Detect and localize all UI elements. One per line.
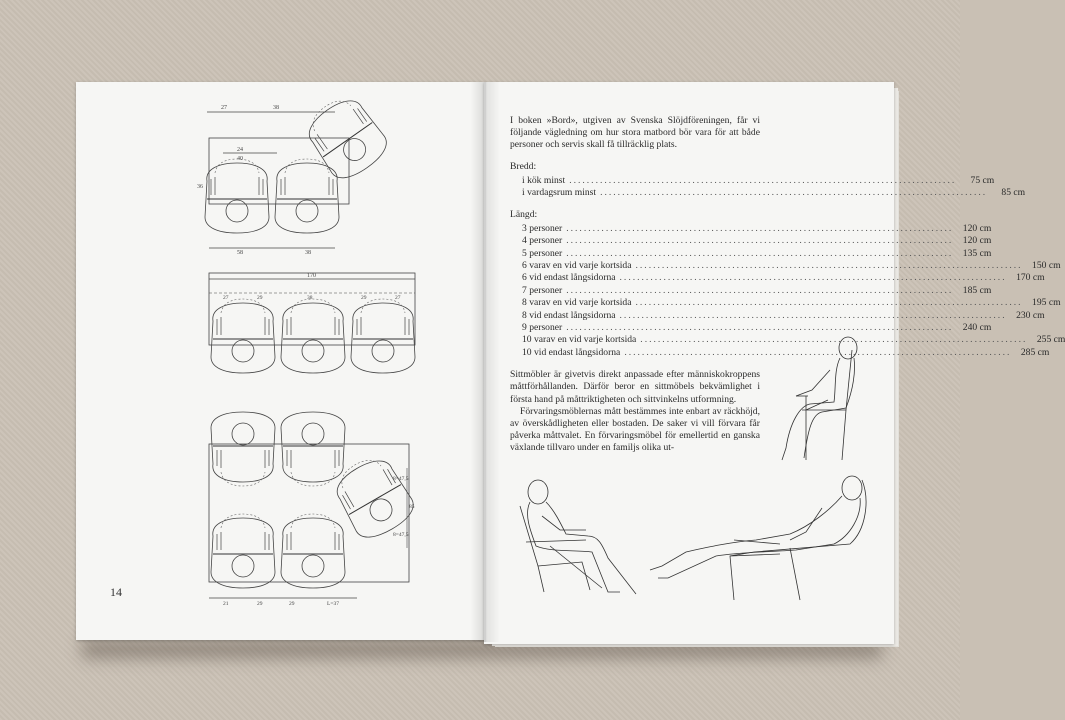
list-item: 4 personer ..... 120 cm <box>510 235 760 247</box>
svg-text:58: 58 <box>237 250 243 256</box>
svg-text:36: 36 <box>197 184 203 190</box>
svg-text:8=47,5: 8=47,5 <box>393 532 409 538</box>
svg-text:29: 29 <box>257 601 263 607</box>
svg-text:29: 29 <box>257 295 263 301</box>
list-item: 8 vid endast långsidorna ..... 230 cm <box>510 310 760 322</box>
svg-text:8=47,5: 8=47,5 <box>393 476 409 482</box>
dot-leader <box>569 175 956 187</box>
svg-text:170: 170 <box>307 273 316 279</box>
list-item: 6 vid endast långsidorna ..... 170 cm <box>510 272 760 284</box>
length-heading: Längd: <box>510 208 538 220</box>
page-number: 14 <box>110 585 122 599</box>
svg-text:85: 85 <box>409 504 415 510</box>
figure-armchair <box>520 480 636 594</box>
svg-text:27: 27 <box>223 295 229 301</box>
svg-text:38: 38 <box>305 250 311 256</box>
list-item: i kök minst ..... 75 cm <box>510 175 760 187</box>
list-item: 8 varav en vid varje kortsida ..... 195 cm <box>510 297 760 309</box>
seated-figures-illustration <box>490 330 870 610</box>
paragraph-seating: Sittmöbler är givetvis direkt anpassade efter människokroppens måttförhållanden. Därför beror en sittmöbels bekvämlighet i första hand på måttriktigheten och sittvinkelns utformning. <box>510 369 760 405</box>
svg-text:29: 29 <box>289 601 295 607</box>
list-item: 6 varav en vid varje kortsida ..... 150 cm <box>510 260 760 272</box>
table-seating-diagrams <box>185 98 415 607</box>
dot-leader <box>600 187 987 199</box>
diagram-row-seats <box>209 273 415 373</box>
svg-text:38: 38 <box>273 105 279 111</box>
diagram-six-seats <box>209 412 420 607</box>
list-item: 10 varav en vid varje kortsida ..... 255 cm <box>510 334 760 346</box>
list-item: 9 personer ..... 240 cm <box>510 322 760 334</box>
svg-text:21: 21 <box>223 601 229 607</box>
svg-text:29: 29 <box>361 295 367 301</box>
svg-text:38: 38 <box>307 295 313 301</box>
list-item: 7 personer ..... 185 cm <box>510 285 760 297</box>
svg-text:27: 27 <box>221 105 227 111</box>
paragraph-storage: Förvaringsmöblernas mått bestämmes inte enbart av räckhöjd, av överskådligheten eller bostaden. De saker vi vill förvara får påverka måttvalet. En förvaringsmöbel för emellertid en ganska växlande tillvaro under en familjs olika ut- <box>510 405 760 454</box>
figure-lounge-chair <box>650 476 866 600</box>
diagram-four-seats <box>197 89 393 256</box>
width-heading: Bredd: <box>510 160 537 172</box>
list-item: 10 vid endast långsidorna ..... 285 cm <box>510 347 760 359</box>
list-item: i vardagsrum minst ..... 85 cm <box>510 187 760 199</box>
svg-text:40: 40 <box>237 156 243 162</box>
list-item: 3 personer ..... 120 cm <box>510 223 760 235</box>
figure-upright-chair <box>782 337 857 460</box>
svg-text:L=37: L=37 <box>327 601 339 607</box>
svg-text:24: 24 <box>237 147 243 153</box>
width-list <box>510 174 1026 200</box>
list-item: 5 personer ..... 135 cm <box>510 248 760 260</box>
intro-paragraph: I boken »Bord», utgiven av Svenska Slöjdföreningen, får vi följande vägledning om hur stora matbord bör vara för att både personer och servis skall få tillräcklig plats. <box>510 115 760 151</box>
svg-text:27: 27 <box>395 295 401 301</box>
